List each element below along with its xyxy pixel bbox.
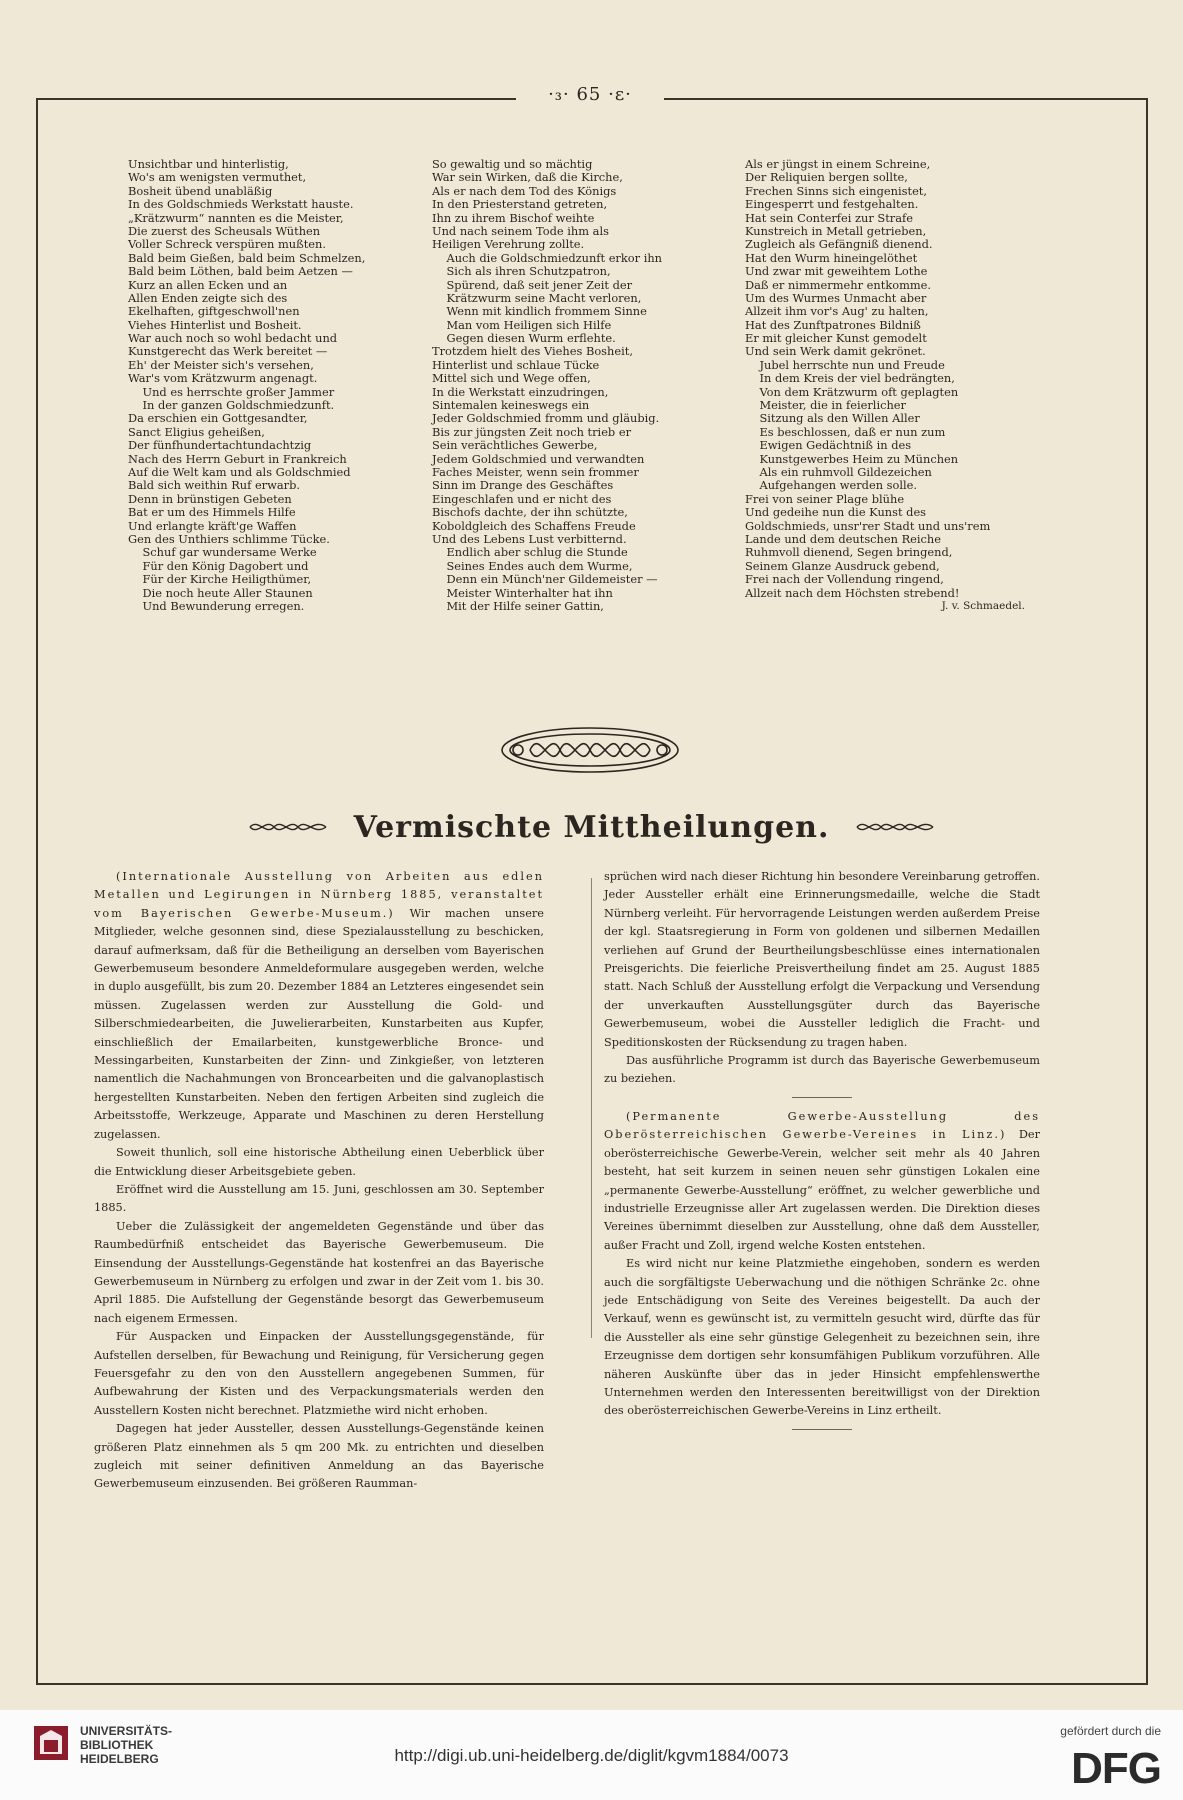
library-name-line: BIBLIOTHEK [80,1738,154,1752]
section-heading [0,808,1183,845]
poem-line: Hat sein Conterfei zur Strafe [745,210,913,225]
article-paragraph: Ueber die Zulässigkeit der angemeldeten Gegenstände und über das Raumbedürfniß entscheidet das Bayerische Gewerbemuseum. Die Einsendung der Ausstellungs-Gegenstände hat kostenfrei an das Bayerische Gewerbemuseum in Nürnberg zu erfolgen und zwar in der Zeit vom 1. bis 30. April 1885. Die Aufstellung der Gegenstände besorgt das Gewerbemuseum nach eigenem Ermessen. [94,1219,544,1325]
poem-line: In die Werkstatt einzudringen, [432,384,609,399]
poem-line: Wenn mit kindlich frommem Sinne [432,304,647,319]
poem-line: Bald beim Gießen, bald beim Schmelzen, [128,250,366,265]
poem-line: In des Goldschmieds Werkstatt hauste. [128,197,354,212]
poem-line: Nach des Herrn Geburt in Frankreich [128,451,347,466]
poem-line: Und nach seinem Tode ihm als [432,223,609,238]
poem-line: Sich als ihren Schutzpatron, [432,264,611,279]
poem-line: Frei nach der Vollendung ringend, [745,572,944,587]
poem-line: Frechen Sinns sich eingenistet, [745,183,928,198]
poem-line: Die noch heute Aller Staunen [128,585,313,600]
page-number-ornament-right: ·ε· [608,84,632,105]
poem-line: Und sein Werk damit gekrönet. [745,344,926,359]
poem-line: Sein verächtliches Gewerbe, [432,438,598,453]
short-rule [792,1429,852,1430]
page-number [520,84,660,105]
article-paragraph: Für Auspacken und Einpacken der Ausstellungsgegenstände, für Aufstellen derselben, für Bewachung und Reinigung, für Versicherung gegen Feuersgefahr zu den von den Ausstellern angegebenen Summen, für Aufbewahrung der Kisten und des Verpackungsmaterials werden den Ausstellern Kosten nicht berechnet. Platzmiethe wird nicht erhoben. [94,1330,544,1417]
poem-line: Schuf gar wundersame Werke [128,545,317,560]
poem-line: So gewaltig und so mächtig [432,157,593,171]
poem-line: Bald beim Löthen, bald beim Aetzen — [128,264,353,279]
poem-line: Es beschlossen, daß er nun zum [745,424,946,439]
poem-line: In der ganzen Goldschmiedzunft. [128,398,335,413]
funding-caption: gefördert durch die [1060,1724,1161,1738]
poem-line: Heiligen Verehrung zollte. [432,237,585,252]
poem-line: Als er nach dem Tod des Königs [432,183,617,198]
poem-line: Frei von seiner Plage blühe [745,491,905,506]
poem-line: Hinterlist und schlaue Tücke [432,357,600,372]
poem-line: Und Bewunderung erregen. [128,598,305,613]
poem-line: Meister Winterhalter hat ihn [432,585,613,600]
poem-line: Eingeschlafen und er nicht des [432,491,612,506]
poem-line: Seinem Glanze Ausdruck gebend, [745,558,940,573]
decorative-ornament [490,720,690,780]
article-paragraph: Soweit thunlich, soll eine historische Abtheilung einen Ueberblick über die Entwicklung dieser Arbeitsgebiete geben. [94,1146,544,1178]
poem-line: War sein Wirken, daß die Kirche, [432,170,623,185]
poem-line: Aufgehangen werden solle. [745,478,918,493]
heading-flourish-left-icon [248,816,328,838]
poem-line: Meister, die in feierlicher [745,398,906,413]
poem-line: In dem Kreis der viel bedrängten, [745,371,955,386]
poem-line: Sinn im Drange des Geschäftes [432,478,614,493]
poem-line: Sintemalen keineswegs ein [432,398,590,413]
poem-line: Zugleich als Gefängniß dienend. [745,237,933,252]
article-paragraph: Eröffnet wird die Ausstellung am 15. Juni, geschlossen am 30. September 1885. [94,1182,544,1215]
poem-line: Mit der Hilfe seiner Gattin, [432,598,604,613]
poem-line: Bald sich weithin Ruf erwarb. [128,478,301,493]
library-name-line: HEIDELBERG [80,1752,159,1766]
article-paragraph: Dagegen hat jeder Aussteller, dessen Ausstellungs-Gegenstände keinen größeren Platz einnehmen als 5 qm 200 Mk. zu entrichten und dieselben zugleich mit seiner definitiven Anmeldung an das Bayerische Gewerbemuseum einzusenden. Bei größeren Raumman- [94,1422,544,1491]
poem-line: Allzeit nach dem Höchsten strebend! [745,585,960,600]
poem-line: Man vom Heiligen sich Hilfe [432,317,612,332]
poem-column-3 [745,158,1025,613]
poem-signature: J. v. Schmaedel. [941,599,1025,612]
article-paragraph: sprüchen wird nach dieser Richtung hin besondere Vereinbarung getroffen. Jeder Aussteller erhält eine Erinnerungsmedaille, welche die Stadt Nürnberg verleiht. Für hervorragende Leistungen werden außerdem Preise der kgl. Staatsregierung in Form von goldenen und silbernen Medaillen verliehen auf Grund der Beurtheilungsbeschlüsse eines internationalen Preisgerichts. Die feierliche Preisvertheilung findet am 25. August 1885 statt. Nach Schluß der Ausstellung erfolgt die Verpackung und Versendung der unverkauften Ausstellungsgüter durch das Bayerische Gewerbemuseum, wobei die Aussteller lediglich die Fracht- und Speditionskosten der Rücksendung zu tragen haben. [604,870,1040,1049]
library-name-line: UNIVERSITÄTS- [80,1724,173,1738]
article-title-linz: (Permanente Gewerbe-Ausstellung des Oberösterreichischen Gewerbe-Vereines in Linz.) [604,1109,1040,1142]
poem-line: Eh' der Meister sich's versehen, [128,357,314,372]
permalink-url[interactable]: http://digi.ub.uni-heidelberg.de/diglit/kgvm1884/0073 [394,1746,789,1765]
page-number-value: 65 [576,84,602,105]
article-paragraph: Es wird nicht nur keine Platzmiethe eingehoben, sondern es werden auch die sorgfältigste Ueberwachung und die nöthigen Schränke 2c. ohne jede Entschädigung von Seite des Vereines beigestellt. Da auch der Verkauf, wenn es gewünscht ist, zu vermitteln gesucht wird, dürfte das für die Aussteller als eine sehr günstige Gelegenheit zu bezeichnen sein, ihre Erzeugnisse dem dortigen sehr konsumfähigen Publikum vorzuführen. Alle näheren Auskünfte über das in jeder Hinsicht empfehlenswerthe Unternehmen werden den Interessenten bereitwilligst von der Direktion des oberösterreichischen Gewerbe-Vereins in Linz ertheilt. [604,1257,1040,1418]
poem-line: Wo's am wenigsten vermuthet, [128,170,307,185]
poem-line: Hat den Wurm hineingelöthet [745,250,918,265]
poem-line: Daß er nimmermehr entkomme. [745,277,932,292]
short-rule [792,1097,852,1098]
poem-line: Denn ein Münch'ner Gildemeister — [432,572,658,587]
poem-line: Kunstreich in Metall getrieben, [745,223,927,238]
poem-line: Sitzung als den Willen Aller [745,411,920,426]
poem-line: Auf die Welt kam und als Goldschmied [128,464,351,479]
article-paragraph [604,1108,1040,1255]
article-body: Der oberösterreichische Gewerbe-Verein, welcher seit mehr als 40 Jahren besteht, hat seit kurzem in seinen neuen sehr günstigen Lokalen eine „permanente Gewerbe-Ausstellung“ eröffnet, zu welcher gewerbliche und industrielle Erzeugnisse aller Art zugelassen werden. Die Direktion dieses Vereines übernimmt dieselben zur Ausstellung, ohne daß dem Aussteller, außer Fracht und Zoll, irgend welche Kosten entstehen. [604,1128,1040,1252]
poem-line: Kunstgerecht das Werk bereitet — [128,344,328,359]
poem-line: Jubel herrschte nun und Freude [745,357,945,372]
poem-line: Bischofs dachte, der ihn schützte, [432,505,628,520]
poem-line: Goldschmieds, unsr'rer Stadt und uns'rem [745,518,991,533]
poem-line: Um des Wurmes Unmacht aber [745,290,927,305]
heading-flourish-right-icon [855,816,935,838]
article-column-left [94,868,544,1494]
poem-line: Von dem Krätzwurm oft geplagten [745,384,959,399]
poem-line: Ihn zu ihrem Bischof weihte [432,210,595,225]
poem-line: Gen des Unthiers schlimme Tücke. [128,531,330,546]
heading-text: Vermischte Mittheilungen. [353,809,830,845]
poem-line: Bat er um des Himmels Hilfe [128,505,296,520]
poem-line: Allzeit ihm vor's Aug' zu halten, [745,304,929,319]
poem-line: Trotzdem hielt des Viehes Bosheit, [432,344,633,359]
poem-line: Ewigen Gedächtniß in des [745,438,912,453]
poem-line: Jedem Goldschmied und verwandten [432,451,645,466]
poem-line: Da erschien ein Gottgesandter, [128,411,308,426]
poem-line: Der fünfhundertachtundachtzig [128,438,312,453]
poem-line: Der Reliquien bergen sollte, [745,170,908,185]
poem-line: Ekelhaften, giftgeschwoll'nen [128,304,300,319]
poem-line: Endlich aber schlug die Stunde [432,545,628,560]
poem-line: Als ein ruhmvoll Gildezeichen [745,464,932,479]
poem-line: Spürend, daß seit jener Zeit der [432,277,633,292]
poem-line: Und des Lebens Lust verbitternd. [432,531,627,546]
poem-line: Eingesperrt und festgehalten. [745,197,919,212]
poem-line: Krätzwurm seine Macht verloren, [432,290,642,305]
poem-line: Lande und dem deutschen Reiche [745,531,942,546]
poem-line: Unsichtbar und hinterlistig, [128,157,289,171]
page-number-ornament-left: ·₃· [548,84,570,105]
poem-line: Faches Meister, wenn sein frommer [432,464,639,479]
poem-line: „Krätzwurm“ nannten es die Meister, [128,210,344,225]
poem-line: Kurz an allen Ecken und an [128,277,288,292]
poem-line: War's vom Krätzwurm angenagt. [128,371,318,386]
poem-line: Er mit gleicher Kunst gemodelt [745,331,927,346]
article-paragraph: Das ausführliche Programm ist durch das Bayerische Gewerbemuseum zu beziehen. [604,1054,1040,1086]
poem-line: Seines Endes auch dem Wurme, [432,558,633,573]
poem-line: Und erlangte kräft'ge Waffen [128,518,297,533]
poem-line: Kunstgewerbes Heim zu München [745,451,959,466]
poem-line: Für den König Dagobert und [128,558,309,573]
poem-column-1 [128,158,365,613]
article-column-right [604,868,1040,1440]
article-title-nuernberg: (Internationale Ausstellung von Arbeiten aus edlen Metallen und Legirungen in Nürnberg 1885, veranstaltet vom Bayerischen Gewerbe-Museum.) [94,870,544,920]
poem-line: Voller Schreck verspüren mußten. [128,237,326,252]
poem-line: Mittel sich und Wege offen, [432,371,591,386]
poem-line: Bis zur jüngsten Zeit noch trieb er [432,424,632,439]
poem-line: Denn in brünstigen Gebeten [128,491,292,506]
poem-line: Koboldgleich des Schaffens Freude [432,518,636,533]
poem-line: Gegen diesen Wurm erflehte. [432,331,616,346]
article-body: Wir machen unsere Mitglieder, welche gesonnen sind, diese Spezialausstellung zu beschicken, darauf aufmerksam, daß für die Betheiligung an derselben vom Bayerischen Gewerbemuseum besondere Anmeldeformulare ausgegeben werden, welche in duplo ausgefüllt, bis zum 20. Dezember 1884 an Letzteres eingesendet sein müssen. Zugelassen werden zur Ausstellung die Gold- und Silberschmiedearbeiten, die Juwelierarbeiten, Kunstarbeiten aus Kupfer, einschließlich der Emailarbeiten, kunstgewerbliche Bronce- und Messingarbeiten, Kunstarbeiten der Zinn- und Zinkgießer, von letzteren namentlich die Nachahmungen von Broncearbeiten und die galvanoplastisch hergestellten Kunstarbeiten. Neben den fertigen Arbeiten sind zugleich die Arbeitsstoffe, Werkzeuge, Apparate und Maschinen zu deren Herstellung zugelassen. [94,906,544,1141]
poem-column-2 [432,158,662,613]
poem-line: In den Priesterstand getreten, [432,197,608,212]
poem-line: Für der Kirche Heiligthümer, [128,572,312,587]
poem-line: Und zwar mit geweihtem Lothe [745,264,928,279]
poem-line: Die zuerst des Scheusals Wüthen [128,223,321,238]
poem-line: Sanct Eligius geheißen, [128,424,265,439]
poem-line: Allen Enden zeigte sich des [128,290,288,305]
poem-line: Und es herrschte großer Jammer [128,384,335,399]
article-paragraph [94,868,544,1144]
poem-line: Und gedeihe nun die Kunst des [745,505,927,520]
poem-line: Bosheit übend unabläßig [128,183,273,198]
poem-line: Auch die Goldschmiedzunft erkor ihn [432,250,663,265]
poem-line: Hat des Zunftpatrones Bildniß [745,317,921,332]
poem-line: Jeder Goldschmied fromm und gläubig. [432,411,660,426]
column-divider [591,878,592,1338]
poem-line: Ruhmvoll dienend, Segen bringend, [745,545,953,560]
poem-line: Viehes Hinterlist und Bosheit. [128,317,302,332]
poem-line: War auch noch so wohl bedacht und [128,331,338,346]
poem-line: Als er jüngst in einem Schreine, [745,157,931,171]
dfg-logo[interactable]: DFG [1071,1744,1161,1793]
